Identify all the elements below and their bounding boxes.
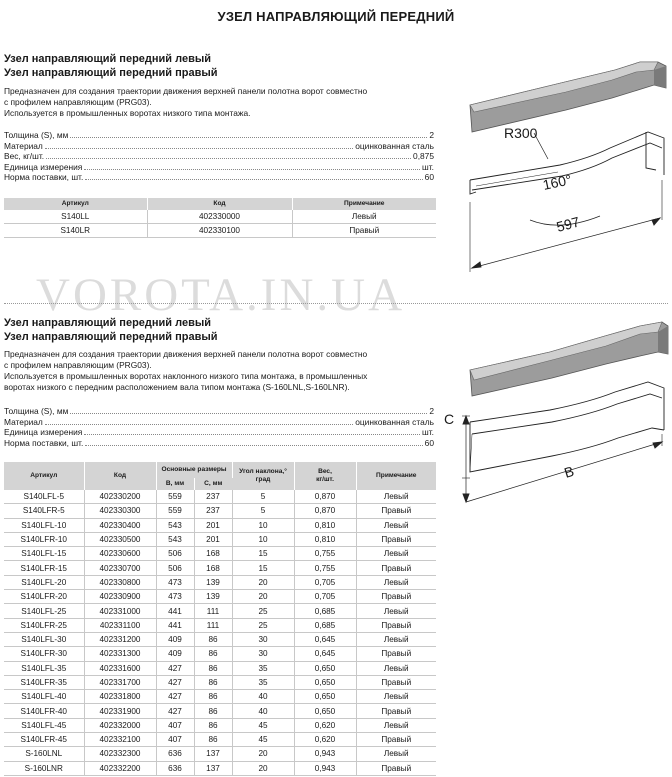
table-cell: S140LFR-10 [4,532,84,546]
section2-table [4,462,436,776]
spec-row [4,141,434,152]
angle-label: 160° [541,171,573,193]
table-cell: S140LFR-45 [4,733,84,747]
table-cell: 35 [232,675,294,689]
table-cell: 506 [156,547,194,561]
table-cell: 402330300 [84,504,156,518]
section-divider [4,303,668,304]
table-row [4,718,436,732]
table-cell: 237 [194,504,232,518]
spec-value: оцинкованная сталь [355,140,434,151]
table-cell: 5 [232,490,294,504]
table-cell: Правый [292,224,436,238]
table-cell: Левый [356,747,436,761]
table-cell: 427 [156,675,194,689]
table-cell: 543 [156,532,194,546]
table-cell: S140LFL-25 [4,604,84,618]
table-cell: 0,943 [294,761,356,775]
spec-row [4,417,434,428]
table-row [4,504,436,518]
table-cell: 86 [194,733,232,747]
table-row [4,618,436,632]
table-cell: 86 [194,718,232,732]
table-cell: Левый [356,632,436,646]
spec-label: Толщина (S), мм [4,130,69,140]
table-cell: 0,650 [294,675,356,689]
table-cell: S140LL [4,210,147,224]
table-cell: 409 [156,647,194,661]
table-cell: 25 [232,618,294,632]
table-cell: 20 [232,590,294,604]
table-cell: 139 [194,590,232,604]
table-cell: 86 [194,704,232,718]
table-header: град [255,476,271,483]
table-cell: 111 [194,618,232,632]
table-cell: Правый [356,590,436,604]
guide-profile-3d-image [470,62,666,132]
table-cell: 5 [232,504,294,518]
table-row [4,547,436,561]
table-cell: 0,870 [294,490,356,504]
table-cell: Правый [356,504,436,518]
table-header: Основные размеры [156,462,232,478]
table-cell: 402330100 [147,224,292,238]
table-cell: 402332300 [84,747,156,761]
table-cell: 201 [194,532,232,546]
table-header: кг/шт. [316,476,334,483]
table-row [4,761,436,775]
table-cell: 0,645 [294,647,356,661]
table-cell: 0,685 [294,604,356,618]
table-cell: 25 [232,604,294,618]
table-header: Код [147,198,292,210]
table-cell: 137 [194,761,232,775]
spec-row [4,130,434,141]
table-cell: 441 [156,618,194,632]
table-cell: 20 [232,747,294,761]
table-cell: Правый [356,761,436,775]
table-cell: 559 [156,504,194,518]
table-cell: 30 [232,647,294,661]
table-cell: 636 [156,747,194,761]
table-cell: S140LFL-5 [4,490,84,504]
spec-label: Материал [4,140,43,151]
spec-label: Единица измерения [4,427,83,437]
table-cell: 543 [156,518,194,532]
table-cell: 402332100 [84,733,156,747]
dimension-c-label: C [444,411,455,427]
spec-row [4,438,434,449]
section1-desc-line: с профилем направляющим (PRG03). [4,97,152,107]
section2-title-left: Узел направляющий передний левый [4,317,211,329]
table-cell: 0,620 [294,718,356,732]
table-row [4,632,436,646]
table-row [4,224,436,238]
section2-specs [4,406,434,448]
table-cell: 506 [156,561,194,575]
spec-row [4,172,434,183]
table-cell: 427 [156,661,194,675]
guide-line-drawing [462,382,664,502]
table-cell: 15 [232,547,294,561]
table-cell: 402330900 [84,590,156,604]
table-cell: 473 [156,590,194,604]
section2-title-right: Узел направляющий передний правый [4,331,218,343]
table-cell: 407 [156,718,194,732]
table-cell: 427 [156,690,194,704]
table-cell: 0,705 [294,575,356,589]
table-cell: 0,755 [294,561,356,575]
table-cell: 402332000 [84,718,156,732]
table-cell: Левый [356,718,436,732]
table-cell: 237 [194,490,232,504]
table-cell: 168 [194,547,232,561]
table-cell: 139 [194,575,232,589]
table-cell: 0,870 [294,504,356,518]
table-cell: 0,810 [294,532,356,546]
table-cell: 402331100 [84,618,156,632]
dimension-b-label: B [562,462,576,481]
table-cell: 0,810 [294,518,356,532]
table-cell: 111 [194,604,232,618]
table-cell: 402330800 [84,575,156,589]
table-cell: Левый [356,547,436,561]
section2-desc-line: с профилем направляющим (PRG03). [4,360,152,370]
table-header: C, мм [194,478,232,490]
table-cell: Левый [356,604,436,618]
spec-label: Материал [4,416,43,427]
table-cell: 402331900 [84,704,156,718]
guide-drawing-2 [440,312,672,522]
table-row [4,210,436,224]
section2-table-body [4,490,436,775]
table-header-weight [294,462,356,490]
table-cell: 0,755 [294,547,356,561]
table-cell: 427 [156,704,194,718]
table-header: B, мм [156,478,194,490]
table-cell: S140LFR-5 [4,504,84,518]
section1-desc-line: Используется в промышленных воротах низкого типа монтажа. [4,108,251,118]
table-header: Примечание [292,198,436,210]
table-cell: 0,645 [294,632,356,646]
spec-label: Единица измерения [4,161,83,172]
table-row [4,561,436,575]
table-row [4,661,436,675]
table-row [4,704,436,718]
section1-title-right: Узел направляющий передний правый [4,67,218,79]
table-cell: S140LFL-40 [4,690,84,704]
table-cell: 137 [194,747,232,761]
table-cell: 473 [156,575,194,589]
table-row [4,490,436,504]
section1-desc-line: Предназначен для создания траектории движения верхней панели полотна ворот совместно [4,86,368,96]
table-cell: S140LFR-25 [4,618,84,632]
table-row [4,747,436,761]
table-cell: 402330400 [84,518,156,532]
section1-title-left: Узел направляющий передний левый [4,53,211,65]
length-label: 597 [554,213,582,235]
table-header: Артикул [4,198,147,210]
table-cell: 402330000 [147,210,292,224]
table-cell: S140LFR-40 [4,704,84,718]
table-cell: S140LFL-15 [4,547,84,561]
table-header: Примечание [356,462,436,490]
table-cell: 0,620 [294,733,356,747]
table-cell: Левый [356,490,436,504]
table-cell: 402331300 [84,647,156,661]
table-cell: 20 [232,575,294,589]
table-cell: 40 [232,704,294,718]
table-cell: S140LFR-15 [4,561,84,575]
table-header-angle [232,462,294,490]
spec-value: 60 [424,437,434,448]
section1-specs [4,130,434,183]
table-cell: 15 [232,561,294,575]
table-cell: 0,650 [294,690,356,704]
table-cell: 636 [156,761,194,775]
table-cell: 0,650 [294,704,356,718]
table-cell: 559 [156,490,194,504]
table-cell: 86 [194,675,232,689]
table-cell: 402331000 [84,604,156,618]
table-header: Вес, [318,468,332,475]
spec-value: 60 [424,172,434,182]
table-cell: Левый [356,661,436,675]
table-cell: S140LFR-30 [4,647,84,661]
table-cell: 402330600 [84,547,156,561]
table-row [4,532,436,546]
table-header: Угол наклона,° [239,468,287,475]
table-cell: 168 [194,561,232,575]
table-cell: S-160LNL [4,747,84,761]
section1-description [4,86,424,119]
spec-label: Толщина (S), мм [4,406,69,416]
table-cell: 407 [156,733,194,747]
table-cell: Правый [356,532,436,546]
table-cell: Левый [292,210,436,224]
section2-desc-line: Предназначен для создания траектории движения верхней панели полотна ворот совместно [4,349,368,359]
table-cell: 40 [232,690,294,704]
guide-line-drawing [470,132,664,272]
table-cell: Правый [356,675,436,689]
table-cell: Левый [356,690,436,704]
spec-label: Норма поставки, шт. [4,172,84,182]
table-cell: 402331600 [84,661,156,675]
table-cell: 402330500 [84,532,156,546]
spec-label: Норма поставки, шт. [4,437,84,448]
spec-row [4,162,434,173]
table-cell: 86 [194,690,232,704]
table-cell: 45 [232,733,294,747]
table-cell: 0,943 [294,747,356,761]
table-cell: 20 [232,761,294,775]
table-cell: 0,705 [294,590,356,604]
section2-desc-line: воротах низкого с передним расположением вала типом монтажа (S-160LNL,S-160LNR). [4,382,350,392]
table-cell: 402331700 [84,675,156,689]
table-cell: 0,685 [294,618,356,632]
spec-value: 2 [429,130,434,140]
table-cell: 0,650 [294,661,356,675]
spec-value: оцинкованная сталь [355,416,434,427]
table-cell: Правый [356,618,436,632]
spec-row [4,151,434,162]
table-cell: 441 [156,604,194,618]
table-cell: S140LFL-10 [4,518,84,532]
table-cell: Правый [356,704,436,718]
guide-drawing-1 [440,40,672,290]
table-header: Артикул [4,462,84,490]
spec-row [4,406,434,417]
spec-value: шт. [422,427,434,437]
table-cell: Правый [356,733,436,747]
table-cell: 402331200 [84,632,156,646]
table-cell: 10 [232,518,294,532]
table-cell: S-160LNR [4,761,84,775]
table-row [4,647,436,661]
table-cell: 201 [194,518,232,532]
spec-label: Вес, кг/шт. [4,151,45,161]
table-row [4,690,436,704]
table-row [4,590,436,604]
table-cell: S140LFR-35 [4,675,84,689]
section2-description [4,349,424,393]
table-cell: S140LR [4,224,147,238]
table-cell: 402331800 [84,690,156,704]
table-row [4,604,436,618]
table-cell: 402330200 [84,490,156,504]
table-row [4,575,436,589]
table-cell: 45 [232,718,294,732]
spec-value: 2 [429,406,434,416]
spec-value: 0,875 [413,151,434,161]
table-cell: Левый [356,575,436,589]
table-row [4,518,436,532]
watermark: VOROTA.IN.UA [36,269,406,321]
table-cell: 409 [156,632,194,646]
page-title: УЗЕЛ НАПРАВЛЯЮЩИЙ ПЕРЕДНИЙ [217,9,455,24]
table-cell: S140LFL-20 [4,575,84,589]
table-cell: 402332200 [84,761,156,775]
section2-desc-line: Используется в промышленных воротах наклонного низкого типа монтажа, в промышленных [4,371,368,381]
table-row [4,675,436,689]
table-cell: S140LFR-20 [4,590,84,604]
table-cell: S140LFL-35 [4,661,84,675]
section1-table [4,198,436,238]
table-cell: S140LFL-30 [4,632,84,646]
table-row [4,733,436,747]
table-header: Код [84,462,156,490]
table-cell: S140LFL-45 [4,718,84,732]
table-cell: 86 [194,661,232,675]
table-cell: 86 [194,647,232,661]
radius-label: R300 [504,125,538,141]
table-cell: 35 [232,661,294,675]
spec-value: шт. [422,161,434,172]
table-cell: 10 [232,532,294,546]
table-cell: 402330700 [84,561,156,575]
spec-row [4,427,434,438]
table-cell: Правый [356,647,436,661]
table-cell: 30 [232,632,294,646]
table-cell: Левый [356,518,436,532]
table-cell: Правый [356,561,436,575]
table-cell: 86 [194,632,232,646]
